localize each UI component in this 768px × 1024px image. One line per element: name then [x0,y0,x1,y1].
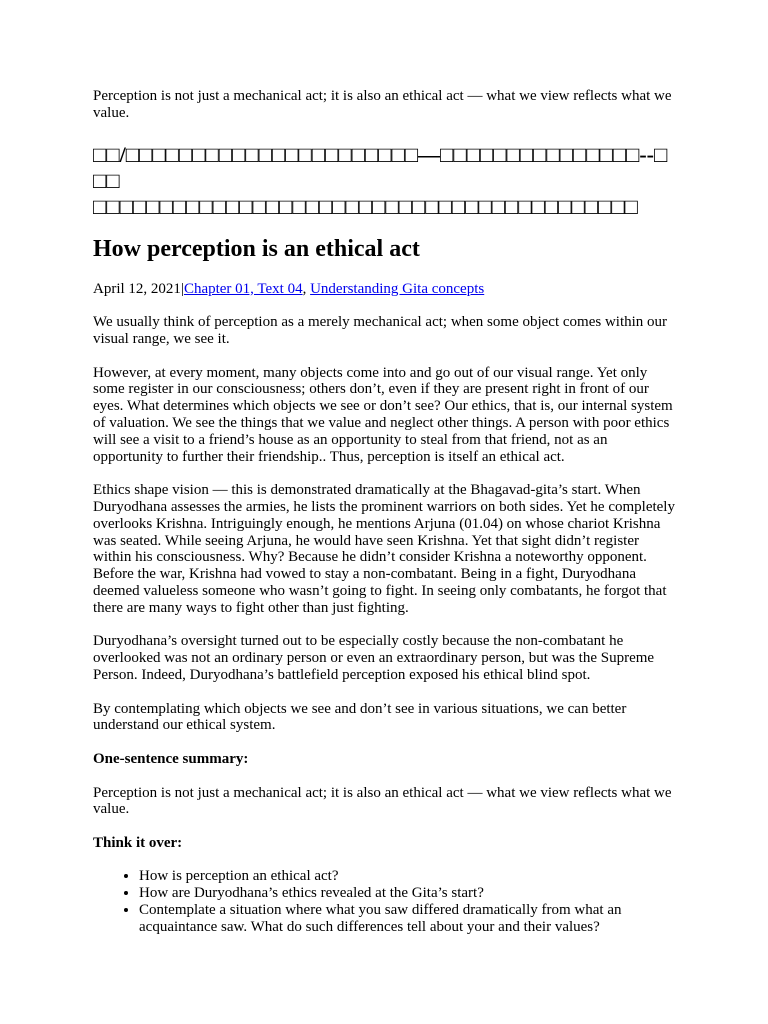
article-meta [93,281,678,298]
meta-separator: | [180,280,184,297]
post-date: April 12, 2021 [93,280,181,297]
body-paragraph-1: We usually think of perception as a merely mechanical act; when some object comes within our visual range, we see it. [93,314,668,347]
category-link-chapter[interactable]: Chapter 01, Text 04 [183,280,303,297]
think-list-item: • Contemplate a situation where what you saw differed dramatically from what an acquaintance saw. What do such differences tell about your and their values? [139,902,678,936]
article-title: How perception is an ethical act [93,235,420,262]
untranslated-heading-line-1: □□/□□□□□□□□□□□□□□□□□□□□□□—□□□□□□□□□□□□□□□--□□□ [93,141,668,193]
untranslated-heading [93,142,678,220]
untranslated-heading-line-2: □□□□□□□□□□□□□□□□□□□□□□□□□□□□□□□□□□□□□□□□□ [93,193,638,219]
body-paragraph-3: Ethics shape vision — this is demonstrated dramatically at the Bhagavad-gita’s start. When Duryodhana assesses the armies, he lists the prominent warriors on both sides. Yet he completely overlooks Krishna. Intriguingly enough, he mentions Arjuna (01.04) on whose chariot Krishna was seated. While seeing Arjuna, he would have seen Krishna. Yet that sight didn’t register within his consciousness. Why? Because he didn’t consider Krishna a noteworthy opponent. Before the war, Krishna had vowed to stay a non-combatant. Being in a fight, Duryodhana deemed valueless someone who wasn’t going to fight. In seeing only combatants, he forgot that there are many ways to fight other than just fighting. [93,482,675,616]
intro-text: Perception is not just a mechanical act; it is also an ethical act — what we view reflects what we value. [93,88,672,121]
body-paragraph-5: By contemplating which objects we see and don’t see in various situations, we can better understand our ethical system. [93,700,627,734]
category-link-gita-concepts[interactable]: Understanding Gita concepts [310,280,485,297]
summary-heading: One-sentence summary: [93,750,249,767]
summary-text: Perception is not just a mechanical act; it is also an ethical act — what we view reflects what we value. [93,784,672,818]
think-list-item: • How is perception an ethical act? [139,868,678,885]
think-list [93,868,678,935]
body-paragraph-4: Duryodhana’s oversight turned out to be especially costly because the non-combatant he overlooked was not an ordinary person or even an extraordinary person, but was the Supreme Person. Indeed, Duryodhana’s battlefield perception exposed his ethical blind spot. [93,633,655,683]
meta-comma: , [302,280,311,297]
body-paragraph-2: However, at every moment, many objects come into and go out of our visual range. Yet only some register in our consciousness; others don’t, even if they are present right in front of our eyes. What determines which objects we see or don’t see? Our ethics, that is, our internal system of valuation. We see the things that we value and neglect other things. A person with poor ethics will see a visit to a friend’s house as an opportunity to steal from that friend, not as an opportunity to further their friendship.. Thus, perception is itself an ethical act. [93,364,673,465]
think-list-item: • How are Duryodhana’s ethics revealed at the Gita’s start? [139,885,678,902]
think-heading: Think it over: [93,834,183,851]
